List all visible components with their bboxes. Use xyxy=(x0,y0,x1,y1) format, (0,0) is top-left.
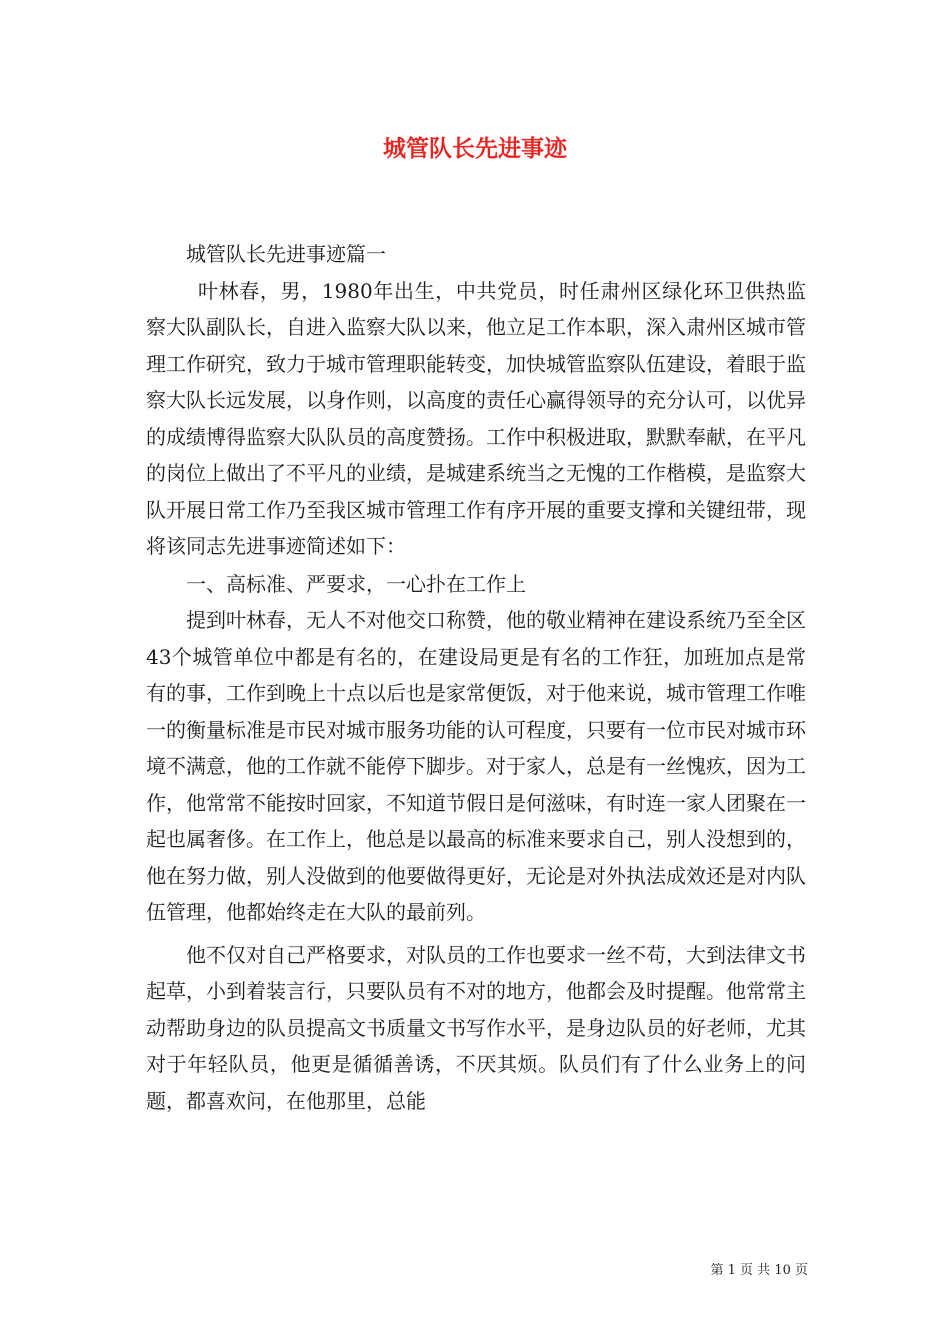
section-heading: 一、高标准、严要求，一心扑在工作上 xyxy=(186,571,526,596)
document-body xyxy=(146,236,806,1119)
body-paragraph: 叶林春，男，1980年出生，中共党员，时任肃州区绿化环卫供热监察大队副队长，自进入监察大队以来，他立足工作本职，深入肃州区城市管理工作研究，致力于城市管理职能转变，加快城管监察队伍建设，着眼于监察大队长远发展，以身作则，以高度的责任心赢得领导的充分认可，以优异的成绩博得监察大队队员的高度赞扬。工作中积极进取，默默奉献，在平凡的岗位上做出了不平凡的业绩，是城建系统当之无愧的工作楷模，是监察大队开展日常工作乃至我区城市管理工作有序开展的重要支撑和关键纽带，现将该同志先进事迹简述如下： xyxy=(146,278,806,558)
page-number: 第 1 页 共 10 页 xyxy=(710,1263,808,1278)
body-paragraph: 提到叶林春，无人不对他交口称赞，他的敬业精神在建设系统乃至全区43个城管单位中都是有名的，在建设局更是有名的工作狂，加班加点是常有的事，工作到晚上十点以后也是家常便饭，对于他来说，城市管理工作唯一的衡量标准是市民对城市服务功能的认可程度，只要有一位市民对城市环境不满意，他的工作就不能停下脚步。对于家人，总是有一丝愧疚，因为工作，他常常不能按时回家，不知道节假日是何滋味，有时连一家人团聚在一起也属奢侈。在工作上，他总是以最高的标准来要求自己，别人没想到的，他在努力做，别人没做到的他要做得更好，无论是对外执法成效还是对内队伍管理，他都始终走在大队的最前列。 xyxy=(146,608,806,924)
document-title: 城管队长先进事迹 xyxy=(383,135,567,162)
section-heading: 城管队长先进事迹篇一 xyxy=(186,242,386,266)
body-paragraph: 他不仅对自己严格要求，对队员的工作也要求一丝不苟，大到法律文书起草，小到着装言行，只要队员有不对的地方，他都会及时提醒。他常常主动帮助身边的队员提高文书质量文书写作水平，是身边队员的好老师，尤其对于年轻队员，他更是循循善诱，不厌其烦。队员们有了什么业务上的问题，都喜欢问，在他那里，总能 xyxy=(146,942,806,1113)
